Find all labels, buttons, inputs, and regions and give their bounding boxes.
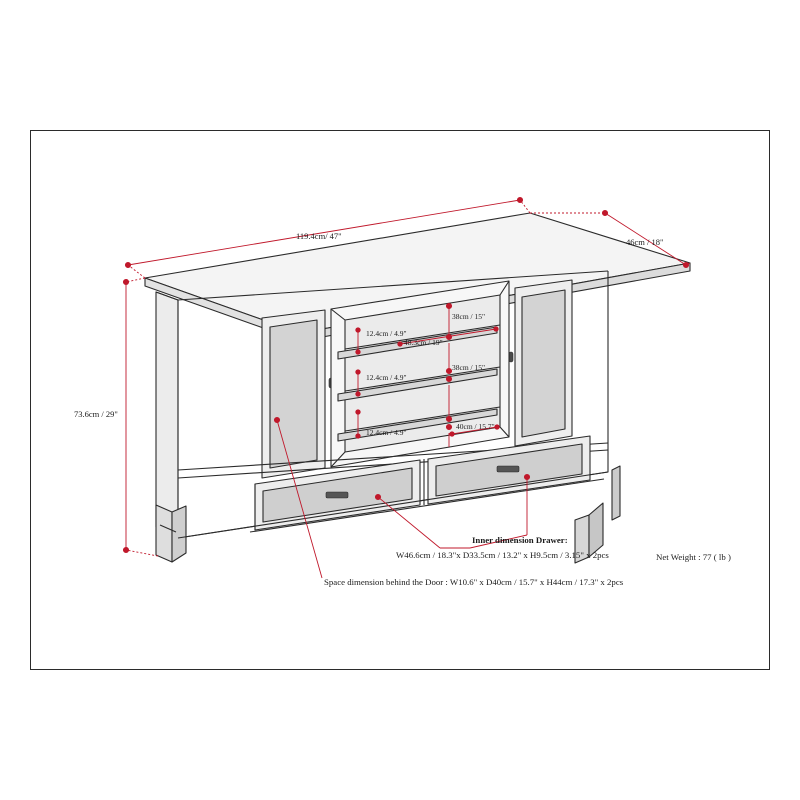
label-width: 119.4cm/ 47" — [296, 231, 342, 241]
note-door-space: Space dimension behind the Door : W10.6" x D40cm / 15.7" x H44cm / 17.3" x 2pcs — [324, 577, 624, 587]
label-shelf-gap-1: 12.4cm / 4.9" — [366, 329, 407, 338]
drawer-left-handle — [326, 492, 348, 498]
label-depth: 46cm / 18" — [626, 237, 664, 247]
label-shelf-width-bottom: 40cm / 15.7" — [456, 422, 495, 431]
label-shelf-gap-3: 12.4cm / 4.9" — [366, 428, 407, 437]
label-shelf-gap-2: 12.4cm / 4.9" — [366, 373, 407, 382]
left-side-panel — [156, 292, 178, 538]
left-front-leg-side — [172, 506, 186, 562]
right-door-inset — [522, 290, 565, 437]
note-drawer-title: Inner dimension Drawer: — [472, 535, 568, 545]
label-shelf-depth-top: 38cm / 15" — [452, 312, 486, 321]
note-net-weight: Net Weight : 77 ( lb ) — [656, 552, 731, 562]
right-door-handle — [509, 352, 513, 362]
label-shelf-depth-mid: 38cm / 15" — [452, 363, 486, 372]
right-back-leg — [612, 466, 620, 520]
label-height: 73.6cm / 29" — [74, 409, 118, 419]
left-front-leg — [156, 505, 172, 562]
label-shelf-width-top: 48.3cm / 19" — [404, 338, 443, 347]
note-drawer-detail: W46.6cm / 18.3"x D33.5cm / 13.2" x H9.5cm / 3.15" x 2pcs — [396, 550, 609, 560]
drawer-right-handle — [497, 466, 519, 472]
left-door-inset — [270, 320, 317, 468]
